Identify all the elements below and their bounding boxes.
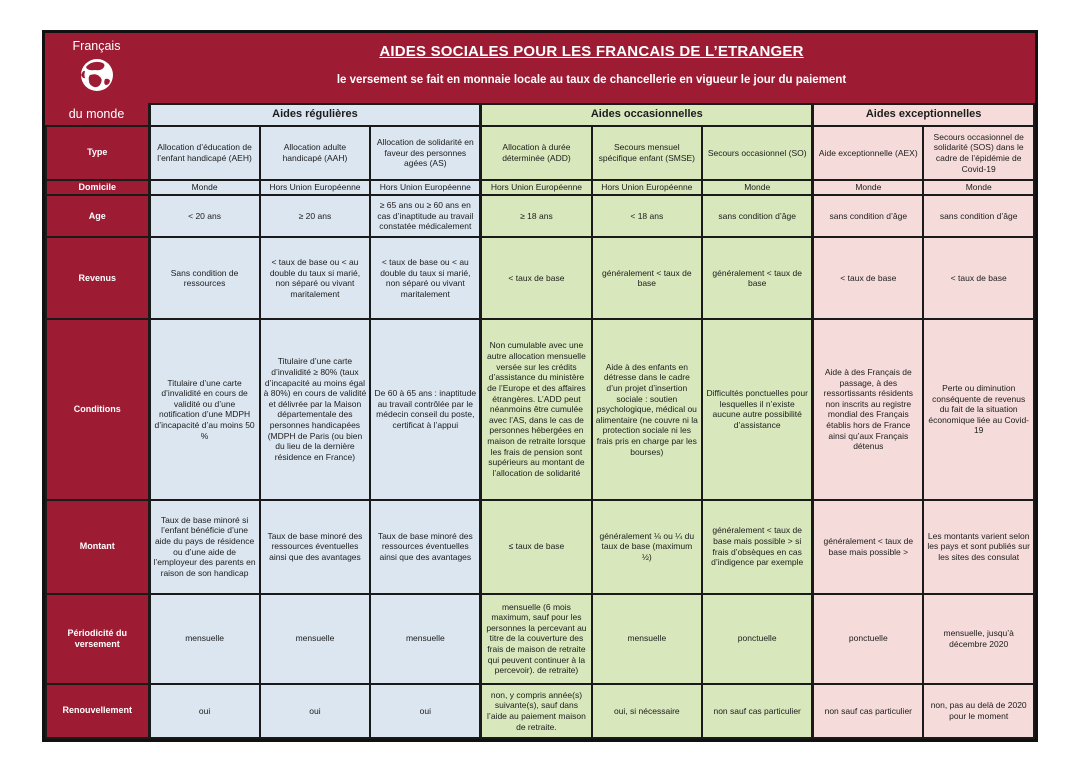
cell-montant-as: Taux de base minoré des ressources éventuelles ainsi que des avantages [370, 500, 481, 594]
group-header-exceptionnelles: Aides exceptionnelles [813, 104, 1034, 126]
aides-sociales-sheet [42, 30, 1038, 742]
cell-type-as: Allocation de solidarité en faveur des personnes agées (AS) [370, 126, 481, 180]
cell-type-smse: Secours mensuel spécifique enfant (SMSE) [592, 126, 703, 180]
conditions-row [46, 319, 1034, 499]
cell-age-aeh: < 20 ans [149, 195, 260, 237]
cell-domicile-aex: Monde [813, 180, 924, 195]
cell-age-sos: sans condition d’âge [923, 195, 1034, 237]
cell-type-aah: Allocation adulte handicapé (AAH) [260, 126, 371, 180]
cell-montant-aex: généralement < taux de base mais possible > [813, 500, 924, 594]
row-label-periodicite: Périodicité du versement [46, 594, 149, 684]
group-header-occasionnelles: Aides occasionnelles [481, 104, 813, 126]
cell-conditions-so: Difficultés ponctuelles pour lesquelles il n’existe aucune autre possibilité d’assistance [702, 319, 813, 499]
cell-revenus-smse: généralement < taux de base [592, 237, 703, 319]
cell-domicile-as: Hors Union Européenne [370, 180, 481, 195]
cell-periodicite-as: mensuelle [370, 594, 481, 684]
cell-periodicite-aeh: mensuelle [149, 594, 260, 684]
globe-icon [45, 55, 148, 95]
cell-type-add: Allocation à durée déterminée (ADD) [481, 126, 592, 180]
cell-montant-sos: Les montants varient selon les pays et sont publiés sur les sites des consulat [923, 500, 1034, 594]
cell-renouvellement-so: non sauf cas particulier [702, 684, 813, 738]
row-label-domicile: Domicile [46, 180, 149, 195]
cell-periodicite-so: ponctuelle [702, 594, 813, 684]
cell-renouvellement-as: oui [370, 684, 481, 738]
type-row [46, 126, 1034, 180]
cell-age-aah: ≥ 20 ans [260, 195, 371, 237]
cell-revenus-so: généralement < taux de base [702, 237, 813, 319]
montant-row [46, 500, 1034, 594]
cell-periodicite-smse: mensuelle [592, 594, 703, 684]
cell-revenus-sos: < taux de base [923, 237, 1034, 319]
cell-conditions-aeh: Titulaire d’une carte d’invalidité en cours de validité ou d’une notification d’une MDPH d’incapacité d’au moins 50 % [149, 319, 260, 499]
row-label-renouvellement: Renouvellement [46, 684, 149, 738]
revenus-row [46, 237, 1034, 319]
cell-montant-aah: Taux de base minoré des ressources éventuelles ainsi que des avantages [260, 500, 371, 594]
cell-domicile-so: Monde [702, 180, 813, 195]
cell-renouvellement-aex: non sauf cas particulier [813, 684, 924, 738]
cell-periodicite-add: mensuelle (6 mois maximum, sauf pour les personnes la percevant au titre de la couverture des frais de maison de retraite qui peuvent continuer à la percevoir). de retraite) [481, 594, 592, 684]
cell-domicile-aeh: Monde [149, 180, 260, 195]
cell-conditions-sos: Perte ou diminution conséquente de revenus du fait de la situation économique liée au Covid-19 [923, 319, 1034, 499]
group-header-regulieres: Aides régulières [149, 104, 481, 126]
cell-renouvellement-sos: non, pas au delà de 2020 pour le moment [923, 684, 1034, 738]
aides-table [45, 103, 1035, 739]
cell-revenus-as: < taux de base ou < au double du taux si marié, non séparé ou vivant maritalement [370, 237, 481, 319]
cell-periodicite-sos: mensuelle, jusqu’à décembre 2020 [923, 594, 1034, 684]
page-title: AIDES SOCIALES POUR LES FRANCAIS DE L’ETRANGER [379, 43, 804, 60]
cell-domicile-sos: Monde [923, 180, 1034, 195]
row-label-revenus: Revenus [46, 237, 149, 319]
cell-renouvellement-add: non, y compris année(s) suivante(s), sauf dans l’aide au paiement maison de retraite. [481, 684, 592, 738]
periodicite-row [46, 594, 1034, 684]
cell-periodicite-aah: mensuelle [260, 594, 371, 684]
group-header-row [46, 104, 1034, 126]
row-label-age: Age [46, 195, 149, 237]
cell-periodicite-aex: ponctuelle [813, 594, 924, 684]
cell-domicile-aah: Hors Union Européenne [260, 180, 371, 195]
cell-montant-so: généralement < taux de base mais possible > si frais d’obsèques en cas d’indigence par exemple [702, 500, 813, 594]
cell-type-sos: Secours occasionnel de solidarité (SOS) dans le cadre de l’épidémie de Covid-19 [923, 126, 1034, 180]
cell-montant-smse: généralement ⅛ ou ¼ du taux de base (maximum ½) [592, 500, 703, 594]
cell-conditions-as: De 60 à 65 ans : inaptitude au travail contrôlée par le médecin conseil du poste, certificat à l’appui [370, 319, 481, 499]
cell-conditions-add: Non cumulable avec une autre allocation mensuelle versée sur les crédits d’assistance du ministère de l’Europe et des affaires étrangères. L’ADD peut néanmoins être cumulée avec l’AS, dans le cas de personnes hébergées en maison de retraite lorsque les frais de pension sont supérieurs au montant de l’allocation de solidarité [481, 319, 592, 499]
cell-age-smse: < 18 ans [592, 195, 703, 237]
francais-du-monde-logo [45, 33, 148, 123]
cell-renouvellement-aah: oui [260, 684, 371, 738]
cell-type-aeh: Allocation d’éducation de l’enfant handicapé (AEH) [149, 126, 260, 180]
cell-conditions-aah: Titulaire d’une carte d’invalidité ≥ 80% (taux d’incapacité au moins égal à 80%) en cours de validité et délivrée par la Maison départementale des personnes handicapées (MDPH de Paris (ou bien du lieu de la dernière résidence en France) [260, 319, 371, 499]
cell-conditions-aex: Aide à des Français de passage, à des ressortissants résidents non inscrits au registre mondial des Français établis hors de France ainsi qu’aux Français détenus [813, 319, 924, 499]
row-label-conditions: Conditions [46, 319, 149, 499]
cell-renouvellement-smse: oui, si nécessaire [592, 684, 703, 738]
cell-age-add: ≥ 18 ans [481, 195, 592, 237]
cell-domicile-smse: Hors Union Européenne [592, 180, 703, 195]
cell-age-aex: sans condition d’âge [813, 195, 924, 237]
cell-montant-aeh: Taux de base minoré si l’enfant bénéficie d’une aide du pays de résidence ou d’une aide de l’employeur des parents en raison de son handicap [149, 500, 260, 594]
cell-domicile-add: Hors Union Européenne [481, 180, 592, 195]
logo-text-top: Français [72, 39, 121, 53]
cell-conditions-smse: Aide à des enfants en détresse dans le cadre d’un projet d’insertion sociale : soutien psychologique, médical ou alimentaire (ne couvre ni la protection sociale ni les frais pris en charge par les bourses) [592, 319, 703, 499]
header-banner [148, 33, 1035, 103]
page-subtitle: le versement se fait en monnaie locale au taux de chancellerie en vigueur le jour du paiement [336, 74, 847, 86]
cell-renouvellement-aeh: oui [149, 684, 260, 738]
cell-type-so: Secours occasionnel (SO) [702, 126, 813, 180]
cell-revenus-add: < taux de base [481, 237, 592, 319]
renouvellement-row [46, 684, 1034, 738]
age-row [46, 195, 1034, 237]
cell-type-aex: Aide exceptionnelle (AEX) [813, 126, 924, 180]
cell-revenus-aex: < taux de base [813, 237, 924, 319]
row-label-montant: Montant [46, 500, 149, 594]
domicile-row [46, 180, 1034, 195]
logo-text-bottom: du monde [68, 107, 125, 121]
cell-montant-add: ≤ taux de base [481, 500, 592, 594]
cell-age-so: sans condition d’âge [702, 195, 813, 237]
cell-revenus-aeh: Sans condition de ressources [149, 237, 260, 319]
row-label-type: Type [46, 126, 149, 180]
cell-revenus-aah: < taux de base ou < au double du taux si marié, non séparé ou vivant maritalement [260, 237, 371, 319]
cell-age-as: ≥ 65 ans ou ≥ 60 ans en cas d’inaptitude au travail constatée médicalement [370, 195, 481, 237]
